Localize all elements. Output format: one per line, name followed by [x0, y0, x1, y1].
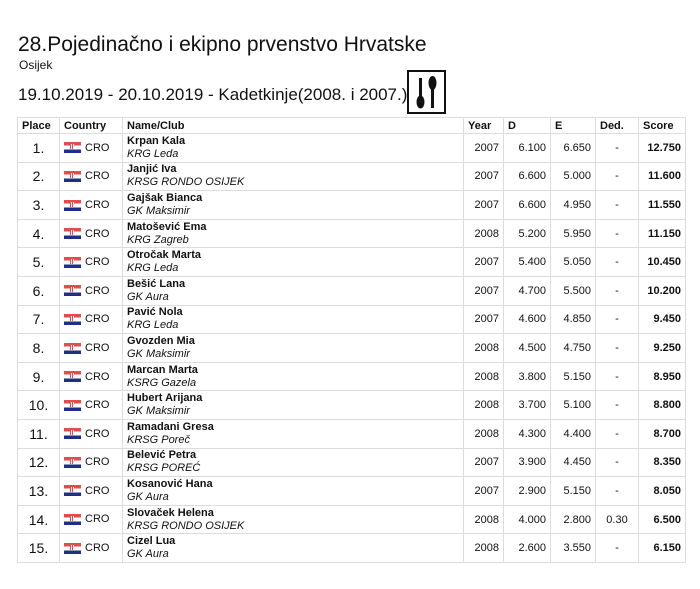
name-club-cell [123, 505, 464, 534]
date-and-category: 19.10.2019 - 20.10.2019 - Kadetkinje(2008. i 2007.) [18, 85, 408, 104]
column-header-e: E [551, 118, 596, 134]
name-club-cell [123, 191, 464, 220]
place-cell: 1. [18, 134, 60, 163]
e-score-cell: 5.150 [551, 362, 596, 391]
e-score-cell: 4.950 [551, 191, 596, 220]
name-club-cell [123, 219, 464, 248]
d-score-cell: 6.100 [504, 134, 551, 163]
table-row [18, 162, 686, 191]
place-cell: 9. [18, 362, 60, 391]
year-cell: 2008 [464, 219, 504, 248]
deduction-cell: - [596, 134, 639, 163]
country-cell [60, 391, 123, 420]
country-code: CRO [85, 370, 110, 383]
country-code: CRO [85, 399, 110, 412]
year-cell: 2007 [464, 248, 504, 277]
deduction-cell: - [596, 162, 639, 191]
country-code: CRO [85, 342, 110, 354]
d-score-cell: 3.900 [504, 448, 551, 477]
country-cell [60, 362, 123, 391]
croatia-flag-icon [64, 514, 81, 525]
column-header-name-club: Name/Club [123, 118, 464, 134]
croatia-flag-icon [64, 485, 81, 496]
club-name: KRG Leda [127, 262, 179, 275]
e-score-cell: 5.150 [551, 477, 596, 506]
athlete-name: Gvozden Mia [127, 334, 195, 347]
country-cell [60, 162, 123, 191]
athlete-name: Belević Petra [127, 449, 197, 462]
croatia-flag-icon [64, 400, 81, 411]
country-cell [60, 334, 123, 363]
table-row [18, 505, 686, 534]
competition-title: 28.Pojedinačno i ekipno prvenstvo Hrvatske [18, 33, 427, 56]
place-cell: 13. [18, 477, 60, 506]
country-code: CRO [85, 542, 110, 555]
e-score-cell: 5.050 [551, 248, 596, 277]
year-cell: 2007 [464, 162, 504, 191]
d-score-cell: 6.600 [504, 191, 551, 220]
athlete-name: Otročak Marta [127, 249, 201, 262]
athlete-name: Kosanović Hana [127, 477, 213, 490]
country-code: CRO [85, 427, 110, 440]
d-score-cell: 5.400 [504, 248, 551, 277]
country-cell [60, 477, 123, 506]
name-club-cell [123, 334, 464, 363]
d-score-cell: 2.900 [504, 477, 551, 506]
country-cell [60, 505, 123, 534]
column-header-deduction: Ded. [596, 118, 639, 134]
deduction-cell: - [596, 477, 639, 506]
year-cell: 2008 [464, 534, 504, 563]
year-cell: 2008 [464, 505, 504, 534]
year-cell: 2008 [464, 334, 504, 363]
place-cell: 12. [18, 448, 60, 477]
year-cell: 2007 [464, 134, 504, 163]
year-cell: 2007 [464, 305, 504, 334]
country-code: CRO [85, 199, 110, 212]
country-cell [60, 305, 123, 334]
total-score-cell: 11.150 [639, 219, 686, 248]
results-table [17, 117, 686, 563]
competition-location: Osijek [19, 58, 53, 72]
total-score-cell: 6.150 [639, 534, 686, 563]
total-score-cell: 8.700 [639, 419, 686, 448]
country-cell [60, 219, 123, 248]
total-score-cell: 12.750 [639, 134, 686, 163]
club-name: GK Maksimir [127, 204, 190, 217]
athlete-name: Janjić Iva [127, 163, 177, 176]
name-club-cell [123, 276, 464, 305]
e-score-cell: 4.750 [551, 334, 596, 363]
club-name: GK Maksimir [127, 405, 190, 418]
club-name: KRG Zagreb [127, 233, 189, 246]
place-cell: 7. [18, 305, 60, 334]
name-club-cell [123, 534, 464, 563]
total-score-cell: 8.050 [639, 477, 686, 506]
athlete-name: Marcan Marta [127, 363, 198, 376]
athlete-name: Bešić Lana [127, 277, 186, 290]
country-code: CRO [85, 513, 110, 526]
country-code: CRO [85, 313, 110, 326]
place-cell: 3. [18, 191, 60, 220]
country-cell [60, 248, 123, 277]
deduction-cell: - [596, 191, 639, 220]
place-cell: 14. [18, 505, 60, 534]
country-code: CRO [85, 484, 110, 497]
d-score-cell: 2.600 [504, 534, 551, 563]
year-cell: 2007 [464, 448, 504, 477]
deduction-cell: - [596, 448, 639, 477]
athlete-name: Ramadani Gresa [127, 420, 214, 433]
croatia-flag-icon [64, 371, 81, 382]
place-cell: 11. [18, 419, 60, 448]
croatia-flag-icon [64, 285, 81, 296]
name-club-cell [123, 391, 464, 420]
country-code: CRO [85, 141, 110, 154]
total-score-cell: 6.500 [639, 505, 686, 534]
total-score-cell: 11.550 [639, 191, 686, 220]
place-cell: 4. [18, 219, 60, 248]
country-code: CRO [85, 284, 110, 297]
country-cell [60, 534, 123, 563]
croatia-flag-icon [64, 257, 81, 268]
table-row [18, 362, 686, 391]
club-name: KSRG Gazela [127, 376, 197, 389]
total-score-cell: 10.200 [639, 276, 686, 305]
table-row [18, 391, 686, 420]
d-score-cell: 4.700 [504, 276, 551, 305]
athlete-name: Gajšak Bianca [127, 191, 203, 204]
country-cell [60, 448, 123, 477]
e-score-cell: 3.550 [551, 534, 596, 563]
name-club-cell [123, 362, 464, 391]
club-name: KRG Leda [127, 319, 179, 332]
table-row [18, 305, 686, 334]
place-cell: 2. [18, 162, 60, 191]
table-row [18, 248, 686, 277]
athlete-name: Pavić Nola [127, 306, 183, 319]
year-cell: 2007 [464, 191, 504, 220]
table-row [18, 219, 686, 248]
e-score-cell: 4.850 [551, 305, 596, 334]
total-score-cell: 9.250 [639, 334, 686, 363]
year-cell: 2007 [464, 276, 504, 305]
club-name: KRG Leda [127, 147, 179, 160]
deduction-cell: - [596, 534, 639, 563]
year-cell: 2008 [464, 362, 504, 391]
d-score-cell: 4.500 [504, 334, 551, 363]
country-cell [60, 419, 123, 448]
club-name: KRSG RONDO OSIJEK [127, 176, 245, 189]
e-score-cell: 6.650 [551, 134, 596, 163]
d-score-cell: 4.300 [504, 419, 551, 448]
year-cell: 2008 [464, 391, 504, 420]
croatia-flag-icon [64, 228, 81, 239]
e-score-cell: 2.800 [551, 505, 596, 534]
e-score-cell: 4.400 [551, 419, 596, 448]
club-name: KRSG RONDO OSIJEK [127, 519, 245, 532]
club-name: GK Aura [127, 548, 169, 561]
name-club-cell [123, 305, 464, 334]
name-club-cell [123, 162, 464, 191]
total-score-cell: 9.450 [639, 305, 686, 334]
croatia-flag-icon [64, 171, 81, 182]
table-header-row [18, 118, 686, 134]
d-score-cell: 4.600 [504, 305, 551, 334]
country-code: CRO [85, 227, 110, 240]
table-row [18, 419, 686, 448]
club-name: KRSG POREĆ [127, 462, 201, 475]
name-club-cell [123, 134, 464, 163]
column-header-score: Score [639, 118, 686, 134]
deduction-cell: - [596, 305, 639, 334]
place-cell: 5. [18, 248, 60, 277]
total-score-cell: 8.950 [639, 362, 686, 391]
deduction-cell: - [596, 219, 639, 248]
croatia-flag-icon [64, 343, 81, 354]
column-header-country: Country [60, 118, 123, 134]
table-row [18, 534, 686, 563]
deduction-cell: - [596, 362, 639, 391]
e-score-cell: 4.450 [551, 448, 596, 477]
total-score-cell: 8.800 [639, 391, 686, 420]
d-score-cell: 3.800 [504, 362, 551, 391]
name-club-cell [123, 448, 464, 477]
place-cell: 6. [18, 276, 60, 305]
club-name: GK Maksimir [127, 347, 190, 360]
d-score-cell: 6.600 [504, 162, 551, 191]
e-score-cell: 5.000 [551, 162, 596, 191]
table-row [18, 477, 686, 506]
name-club-cell [123, 477, 464, 506]
country-cell [60, 134, 123, 163]
deduction-cell: - [596, 248, 639, 277]
name-club-cell [123, 419, 464, 448]
country-code: CRO [85, 456, 110, 469]
column-header-place: Place [18, 118, 60, 134]
croatia-flag-icon [64, 200, 81, 211]
year-cell: 2007 [464, 477, 504, 506]
total-score-cell: 10.450 [639, 248, 686, 277]
place-cell: 15. [18, 534, 60, 563]
croatia-flag-icon [64, 314, 81, 325]
deduction-cell: - [596, 419, 639, 448]
athlete-name: Krpan Kala [127, 134, 186, 147]
total-score-cell: 11.600 [639, 162, 686, 191]
place-cell: 8. [18, 334, 60, 363]
table-row [18, 134, 686, 163]
croatia-flag-icon [64, 457, 81, 468]
table-row [18, 334, 686, 363]
d-score-cell: 4.000 [504, 505, 551, 534]
country-code: CRO [85, 256, 110, 269]
column-header-d: D [504, 118, 551, 134]
club-name: GK Aura [127, 490, 169, 503]
place-cell: 10. [18, 391, 60, 420]
club-name: KRSG Poreč [127, 433, 190, 446]
table-row [18, 448, 686, 477]
athlete-name: Matošević Ema [127, 220, 207, 233]
croatia-flag-icon [64, 428, 81, 439]
e-score-cell: 5.500 [551, 276, 596, 305]
club-name: GK Aura [127, 290, 169, 303]
d-score-cell: 3.700 [504, 391, 551, 420]
deduction-cell: - [596, 391, 639, 420]
athlete-name: Hubert Arijana [127, 392, 203, 405]
e-score-cell: 5.950 [551, 219, 596, 248]
deduction-cell: - [596, 334, 639, 363]
athlete-name: Slovaček Helena [127, 506, 214, 519]
country-cell [60, 191, 123, 220]
croatia-flag-icon [64, 543, 81, 554]
e-score-cell: 5.100 [551, 391, 596, 420]
deduction-cell: 0.30 [596, 505, 639, 534]
athlete-name: Cizel Lua [127, 535, 176, 548]
country-cell [60, 276, 123, 305]
country-code: CRO [85, 170, 110, 183]
year-cell: 2008 [464, 419, 504, 448]
deduction-cell: - [596, 276, 639, 305]
croatia-flag-icon [64, 142, 81, 153]
d-score-cell: 5.200 [504, 219, 551, 248]
total-score-cell: 8.350 [639, 448, 686, 477]
column-header-year: Year [464, 118, 504, 134]
table-row [18, 276, 686, 305]
table-row [18, 191, 686, 220]
name-club-cell [123, 248, 464, 277]
clubs-icon [407, 70, 446, 114]
